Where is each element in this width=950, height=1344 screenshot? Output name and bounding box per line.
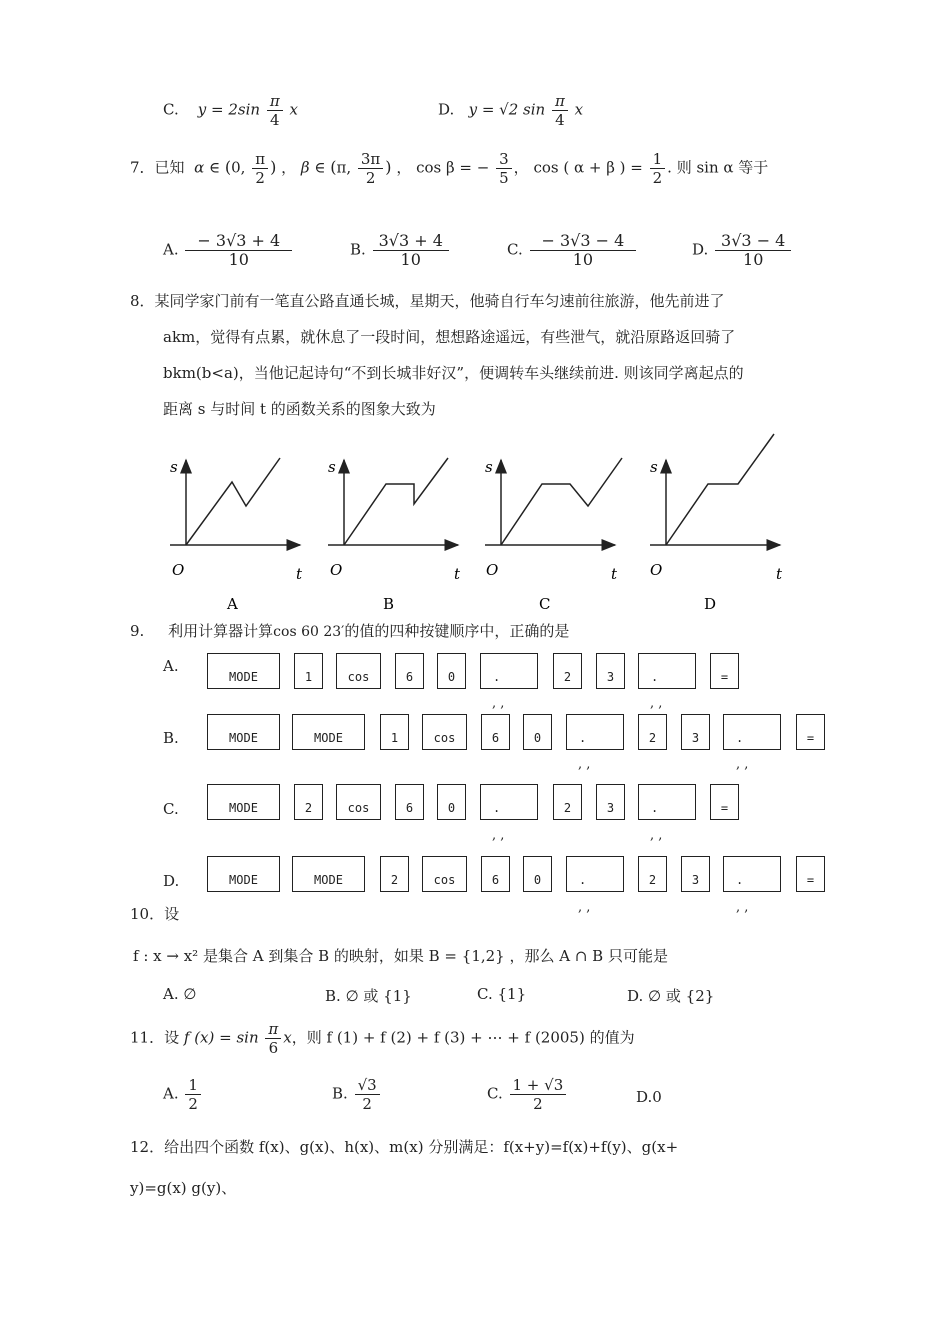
key-2: 2 bbox=[380, 856, 409, 892]
graph-b-s-label: s bbox=[328, 458, 336, 476]
key-cos: cos bbox=[422, 856, 467, 892]
q10-option-a: A. ∅ bbox=[163, 985, 197, 1003]
key-mode: MODE bbox=[207, 784, 280, 820]
key-dms: . bbox=[480, 784, 538, 820]
q12-line-2: y)=g(x) g(y)、 bbox=[130, 1179, 237, 1197]
q7-option-a: A. $\frac{- 3√3 + 4}{10}$ bbox=[163, 232, 294, 269]
key-2: 2 bbox=[638, 856, 667, 892]
key-mode: MODE bbox=[292, 856, 365, 892]
graph-d bbox=[650, 434, 783, 613]
q7-option-c: C. $\frac{- 3√3 - 4}{10}$ bbox=[507, 232, 638, 269]
graph-a bbox=[170, 458, 303, 613]
key-3: 3 bbox=[681, 714, 710, 750]
q8-line-2: akm，觉得有点累，就休息了一段时间，想想路途遥远，有些泄气，就沿原路返回骑了 bbox=[163, 328, 736, 346]
key-2: 2 bbox=[553, 784, 582, 820]
key-6: 6 bbox=[395, 784, 424, 820]
key-dms: . bbox=[723, 856, 781, 892]
key-cos: cos bbox=[336, 653, 381, 689]
graph-d-t-label: t bbox=[776, 565, 783, 583]
graph-d-origin: O bbox=[650, 561, 663, 579]
q9-row-b-label: B. bbox=[163, 729, 179, 747]
key-equals: = bbox=[710, 784, 739, 820]
graph-a-origin: O bbox=[172, 561, 185, 579]
graph-b bbox=[328, 458, 461, 613]
q7-option-b: B. $\frac{3√3 + 4}{10}$ bbox=[350, 232, 451, 269]
key-0: 0 bbox=[523, 856, 552, 892]
key-dms: . bbox=[638, 653, 696, 689]
pi-over-4-fraction: $\frac{\pi}{4}$ bbox=[552, 92, 568, 129]
key-1: 1 bbox=[380, 714, 409, 750]
key-equals: = bbox=[796, 856, 825, 892]
question-11: 11．设 f (x) = sin $\frac{\pi}{6}$ x，则 f (1) + f (2) + f (3) + ⋯ + f (2005) 的值为 bbox=[130, 1020, 635, 1057]
q6-option-c: C. y = 2sin $\frac{\pi}{4}$ x bbox=[163, 92, 298, 129]
q9-row-d-label: D. bbox=[163, 872, 180, 890]
question-9: 9. 利用计算器计算cos 60 23′的值的四种按键顺序中，正确的是 bbox=[130, 622, 570, 640]
graph-a-t-label: t bbox=[296, 565, 303, 583]
graph-c bbox=[485, 458, 622, 613]
dms-marks: , , bbox=[736, 757, 749, 772]
graph-d-label: D bbox=[704, 595, 717, 613]
key-dms: . bbox=[638, 784, 696, 820]
key-dms: . bbox=[480, 653, 538, 689]
key-0: 0 bbox=[523, 714, 552, 750]
dms-marks: , , bbox=[492, 696, 505, 711]
key-dms: . bbox=[566, 856, 624, 892]
key-dms: . bbox=[566, 714, 624, 750]
key-mode: MODE bbox=[292, 714, 365, 750]
key-equals: = bbox=[710, 653, 739, 689]
key-3: 3 bbox=[681, 856, 710, 892]
dms-marks: , , bbox=[578, 900, 591, 915]
graph-d-s-label: s bbox=[650, 458, 658, 476]
q10-option-b: B. ∅ 或 {1} bbox=[325, 987, 412, 1005]
q6-option-d: D. y = √2 sin $\frac{\pi}{4}$ x bbox=[438, 92, 584, 129]
q8-line-4: 距离 s 与时间 t 的函数关系的图象大致为 bbox=[163, 400, 436, 418]
q8-line-1: 8．某同学家门前有一笔直公路直通长城，星期天，他骑自行车匀速前往旅游，他先前进了 bbox=[130, 292, 725, 310]
key-mode: MODE bbox=[207, 653, 280, 689]
dms-marks: , , bbox=[650, 828, 663, 843]
key-equals: = bbox=[796, 714, 825, 750]
q11-option-c: C. $\frac{1 + √3}{2}$ bbox=[487, 1076, 568, 1113]
q10-option-c: C. {1} bbox=[477, 985, 527, 1003]
q11-option-b: B. $\frac{√3}{2}$ bbox=[332, 1076, 382, 1113]
key-mode: MODE bbox=[207, 856, 280, 892]
graph-c-s-label: s bbox=[485, 458, 493, 476]
q11-option-a: A. $\frac{1}{2}$ bbox=[163, 1076, 203, 1113]
key-cos: cos bbox=[422, 714, 467, 750]
pi-over-4-fraction: $\frac{\pi}{4}$ bbox=[267, 92, 283, 129]
question-7: 7．已知 α ∈ (0, $\frac{\pi}{2}$ ) ， β ∈ (π, $\frac{3\pi}{2}$ ) ， cos β = − $\frac{3}{5}$ ， cos ( α + β ) = $\frac{1}{2}$ . 则 sin α 等于 bbox=[130, 150, 769, 187]
q9-row-c-label: C. bbox=[163, 800, 179, 818]
key-3: 3 bbox=[596, 784, 625, 820]
graph-a-curve bbox=[186, 458, 280, 545]
key-2: 2 bbox=[638, 714, 667, 750]
graph-b-label: B bbox=[383, 595, 395, 613]
key-2: 2 bbox=[553, 653, 582, 689]
key-0: 0 bbox=[437, 653, 466, 689]
key-3: 3 bbox=[596, 653, 625, 689]
graph-b-origin: O bbox=[330, 561, 343, 579]
graph-c-curve bbox=[501, 458, 622, 545]
q12-line-1: 12．给出四个函数 f(x)、g(x)、h(x)、m(x) 分别满足：f(x+y)=f(x)+f(y)、g(x+ bbox=[130, 1138, 679, 1156]
key-0: 0 bbox=[437, 784, 466, 820]
key-6: 6 bbox=[481, 714, 510, 750]
graph-b-curve bbox=[344, 458, 448, 545]
dms-marks: , , bbox=[578, 757, 591, 772]
key-1: 1 bbox=[294, 653, 323, 689]
dms-marks: , , bbox=[650, 696, 663, 711]
key-cos: cos bbox=[336, 784, 381, 820]
key-mode: MODE bbox=[207, 714, 280, 750]
graph-c-t-label: t bbox=[611, 565, 618, 583]
question-10-text: f : x → x² 是集合 A 到集合 B 的映射，如果 B = {1,2} ，那么 A ∩ B 只可能是 bbox=[133, 947, 668, 965]
q11-option-d: D.0 bbox=[636, 1088, 662, 1106]
graph-c-label: C bbox=[539, 595, 551, 613]
graph-a-label: A bbox=[227, 595, 238, 613]
graph-d-curve bbox=[666, 434, 774, 545]
q7-option-d: D. $\frac{3√3 - 4}{10}$ bbox=[692, 232, 793, 269]
key-6: 6 bbox=[395, 653, 424, 689]
key-2: 2 bbox=[294, 784, 323, 820]
key-dms: . bbox=[723, 714, 781, 750]
graph-a-s-label: s bbox=[170, 458, 178, 476]
question-10-number: 10．设 bbox=[130, 905, 180, 923]
q10-option-d: D. ∅ 或 {2} bbox=[627, 987, 715, 1005]
q8-graphs bbox=[150, 430, 810, 620]
graph-c-origin: O bbox=[486, 561, 499, 579]
dms-marks: , , bbox=[736, 900, 749, 915]
key-6: 6 bbox=[481, 856, 510, 892]
dms-marks: , , bbox=[492, 828, 505, 843]
q9-row-a-label: A. bbox=[163, 657, 179, 675]
q8-line-3: bkm(b<a)，当他记起诗句“不到长城非好汉”，便调转车头继续前进. 则该同学离起点的 bbox=[163, 364, 744, 382]
graph-b-t-label: t bbox=[454, 565, 461, 583]
